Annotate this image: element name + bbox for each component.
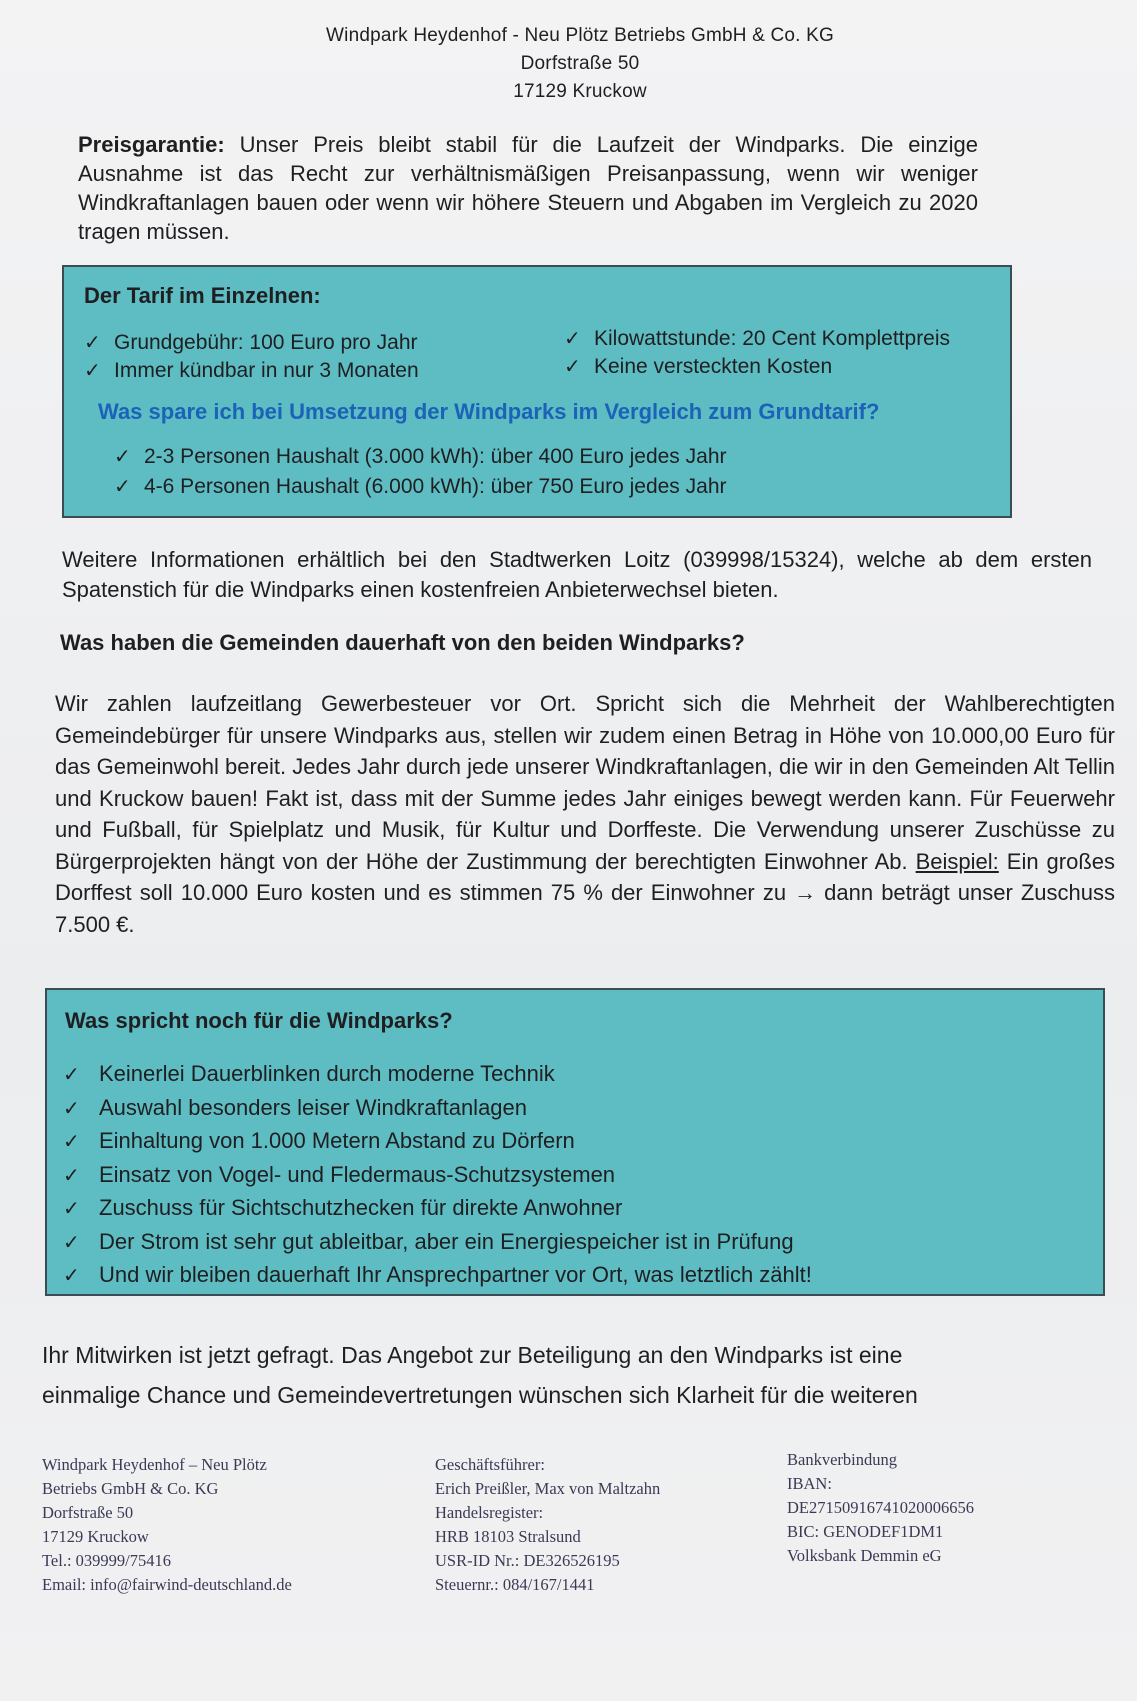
municipality-heading: Was haben die Gemeinden dauerhaft von den beiden Windparks? xyxy=(60,630,745,655)
reason-item: ✓ Einhaltung von 1.000 Metern Abstand zu Dörfern xyxy=(63,1125,812,1159)
check-icon: ✓ xyxy=(63,1097,80,1120)
tariff-item: ✓ Keine versteckten Kosten xyxy=(564,353,950,381)
reason-item: ✓ Und wir bleiben dauerhaft Ihr Ansprechpartner vor Ort, was letztlich zählt! xyxy=(63,1259,812,1293)
check-icon: ✓ xyxy=(84,332,101,354)
check-icon: ✓ xyxy=(114,476,131,498)
closing-line-1: Ihr Mitwirken ist jetzt gefragt. Das Angebot zur Beteiligung an den Windparks ist eine xyxy=(42,1342,903,1368)
reason-item: ✓ Keinerlei Dauerblinken durch moderne Technik xyxy=(63,1058,812,1092)
reasons-box xyxy=(45,988,1105,1296)
letterhead xyxy=(200,22,960,106)
check-icon: ✓ xyxy=(63,1131,80,1153)
footer-management: Geschäftsführer: Erich Preißler, Max von Maltzahn Handelsregister: HRB 18103 Stralsund USR-ID Nr.: DE326526195 Steuernr.: 084/167/1441 xyxy=(435,1455,661,1594)
check-icon: ✓ xyxy=(84,360,101,382)
check-icon: ✓ xyxy=(63,1231,80,1254)
tariff-item: ✓ Kilowattstunde: 20 Cent Komplettpreis xyxy=(564,325,950,353)
example-label: Beispiel: xyxy=(915,848,999,874)
tariff-left-list xyxy=(84,329,419,385)
reason-item: ✓ Zuschuss für Sichtschutzhecken für direkte Anwohner xyxy=(63,1192,812,1226)
tariff-box xyxy=(62,265,1012,518)
check-icon: ✓ xyxy=(564,356,581,378)
footer-email: Email: info@fairwind-deutschland.de xyxy=(42,1575,292,1594)
municipality-text-1: Wir zahlen laufzeitlang Gewerbesteuer vor Ort. Spricht sich die Mehrheit der Wahlberechtigten Gemeindebürger für unsere Windparks aus, stellen wir zudem einen Betrag in Höhe von 10.000,00 Euro für das Gemeinwohl bereit. Jedes Jahr durch jede unserer Windkraftanlagen, die wir in den Gemeinden Alt Tellin und Kruckow bauen! Fakt ist, dass mit der Summe jedes Jahr einiges bewegt werden kann. Für Feuerwehr und Fußball, für Spielplatz und Musik, für Kultur und Dorffeste. Die Verwendung unserer Zuschüsse zu Bürgerprojekten hängt von der Höhe der Zustimmung der berechtigten Einwohner Ab. xyxy=(55,691,1115,874)
tariff-item: ✓ Immer kündbar in nur 3 Monaten xyxy=(84,357,419,385)
savings-item: ✓ 4-6 Personen Haushalt (6.000 kWh): über 750 Euro jedes Jahr xyxy=(114,472,727,502)
check-icon: ✓ xyxy=(114,446,131,468)
price-guarantee-paragraph xyxy=(78,130,978,246)
savings-list xyxy=(114,442,727,502)
reason-item: ✓ Einsatz von Vogel- und Fledermaus-Schutzsystemen xyxy=(63,1159,812,1193)
check-icon: ✓ xyxy=(63,1198,80,1220)
footer-company: Windpark Heydenhof – Neu Plötz Betriebs GmbH & Co. KG Dorfstraße 50 17129 Kruckow Tel.: 039999/75416 Email: info@fairwind-deutschland.de xyxy=(42,1453,292,1597)
info-paragraph: Weitere Informationen erhältlich bei den Stadtwerken Loitz (039998/15324), welche ab dem ersten Spatenstich für die Windparks einen kostenfreien Anbieterwechsel bieten. xyxy=(62,547,1092,602)
tariff-right-list xyxy=(564,325,950,381)
check-icon: ✓ xyxy=(63,1164,80,1187)
reason-item: ✓ Der Strom ist sehr gut ableitbar, aber ein Energiespeicher ist in Prüfung xyxy=(63,1226,812,1260)
closing-line-2: einmalige Chance und Gemeindevertretungen wünschen sich Klarheit für die weiteren xyxy=(42,1382,918,1408)
check-icon: ✓ xyxy=(63,1064,80,1086)
tariff-box-title: Der Tarif im Einzelnen: xyxy=(84,283,321,308)
footer-bank: Bankverbindung IBAN: DE27150916741020006656 BIC: GENODEF1DM1 Volksbank Demmin eG xyxy=(787,1450,974,1565)
savings-item: ✓ 2-3 Personen Haushalt (3.000 kWh): über 400 Euro jedes Jahr xyxy=(114,442,727,472)
reason-item: ✓ Auswahl besonders leiser Windkraftanlagen xyxy=(63,1092,812,1126)
reasons-box-title: Was spricht noch für die Windparks? xyxy=(65,1008,453,1033)
tariff-item: ✓ Grundgebühr: 100 Euro pro Jahr xyxy=(84,329,419,357)
check-icon: ✓ xyxy=(63,1265,80,1287)
company-street: Dorfstraße 50 xyxy=(520,53,640,74)
municipality-paragraph xyxy=(55,688,1115,940)
closing-paragraph xyxy=(42,1335,1137,1415)
company-name: Windpark Heydenhof - Neu Plötz Betriebs GmbH & Co. KG xyxy=(326,25,834,46)
municipality-text-2: Ein großes Dorffest soll 10.000 Euro kosten und es stimmen 75 % der Einwohner zu → dann beträgt unser Zuschuss 7.500 €. xyxy=(55,848,1116,937)
price-guarantee-label: Preisgarantie: xyxy=(78,132,225,157)
price-guarantee-text: Unser Preis bleibt stabil für die Laufzeit der Windparks. Die einzige Ausnahme ist das Recht zur verhältnismäßigen Preisanpassung, wenn wir weniger Windkraftanlagen bauen oder wenn wir höhere Steuern und Abgaben im Vergleich zu 2020 tragen müssen. xyxy=(78,132,978,244)
check-icon: ✓ xyxy=(564,328,581,350)
reasons-list xyxy=(63,1058,812,1293)
savings-question: Was spare ich bei Umsetzung der Windparks im Vergleich zum Grundtarif? xyxy=(98,399,880,424)
company-city: 17129 Kruckow xyxy=(513,81,647,102)
